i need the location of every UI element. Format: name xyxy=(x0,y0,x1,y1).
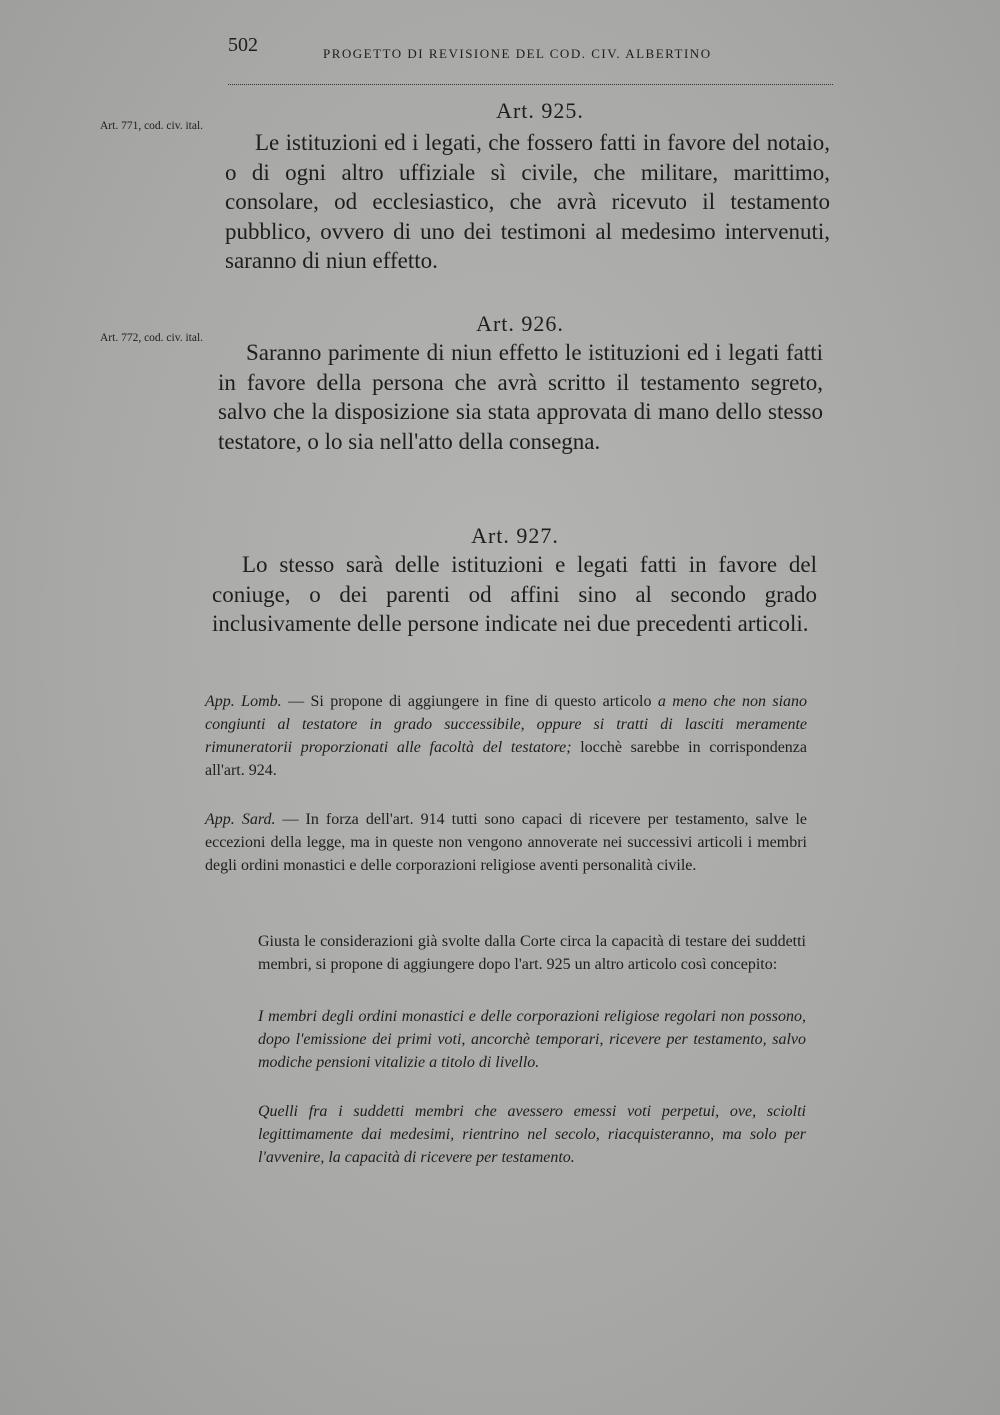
note-sard-paragraph-2: Giusta le considerazioni già svolte dalla Corte circa la capacità di testare dei suddetti membri, si propone di aggiungere dopo l'art. 925 un altro articolo così concepito: xyxy=(258,933,806,973)
article-text-926: Saranno parimente di niun effetto le istituzioni ed i legati fatti in favore della persona che avrà scritto il testamento segreto, salvo che la disposizione sia stata approvata di mano dello stesso testatore, o lo sia nell'atto della consegna. xyxy=(218,340,823,454)
note-app-lomb xyxy=(205,690,807,782)
note-sard-quote-2: Quelli fra i suddetti membri che avessero emessi voti perpetui, ove, sciolti legittimamente dai medesimi, rientrino nel secolo, riacquisteranno, ma solo per l'avvenire, la capacità di ricevere per testamento. xyxy=(258,1103,806,1166)
note-lomb-italic: a meno che non siano congiunti al testatore in grado successibile, oppure si tratti di lasciti meramente rimuneratorii proporzionati alle facoltà del testatore; xyxy=(205,693,808,756)
article-title-927: Art. 927. xyxy=(471,523,559,548)
article-title-925: Art. 925. xyxy=(496,98,584,123)
note-sard-quote-1: I membri degli ordini monastici e delle corporazioni religiose regolari non possono, dopo l'emissione dei primi voti, ancorchè temporari, ricevere per testamento, salvo modiche pensioni vitalizie a titolo di livello. xyxy=(258,1008,806,1071)
note-lomb-text-1: — Si propone di aggiungere in fine di questo articolo xyxy=(288,693,652,710)
note-app-sard xyxy=(205,808,807,877)
note-sard-label: App. Sard. xyxy=(205,811,276,828)
margin-note-art-925: Art. 771, cod. civ. ital. xyxy=(100,120,204,132)
note-lomb-label: App. Lomb. xyxy=(205,693,282,710)
margin-note-art-926: Art. 772, cod. civ. ital. xyxy=(100,332,204,344)
note-sard-text: — In forza dell'art. 914 tutti sono capaci di ricevere per testamento, salve le eccezioni della legge, ma in queste non vengono annoverate nei successivi articoli i membri degli ordini monastici e delle corporazioni religiose aventi personalità civile. xyxy=(205,811,807,874)
article-text-925: Le istituzioni ed i legati, che fossero fatti in favore del notaio, o di ogni altro uffiziale sì civile, che militare, marittimo, consolare, od ecclesiastico, che avrà ricevuto il testamento pubblico, ovvero di uno dei testimoni al medesimo intervenuti, saranno di niun effetto. xyxy=(225,130,830,273)
page-header xyxy=(228,34,833,85)
note-lomb-text-2: locchè sarebbe in corrispondenza all'art. 924. xyxy=(205,739,808,779)
article-title-926: Art. 926. xyxy=(476,311,564,336)
article-text-927: Lo stesso sarà delle istituzioni e legati fatti in favore del coniuge, o dei parenti od affini sino al secondo grado inclusivamente delle persone indicate nei due precedenti articoli. xyxy=(212,552,817,636)
running-title: PROGETTO DI REVISIONE DEL COD. CIV. ALBERTINO xyxy=(323,46,712,61)
page-number: 502 xyxy=(228,34,258,56)
